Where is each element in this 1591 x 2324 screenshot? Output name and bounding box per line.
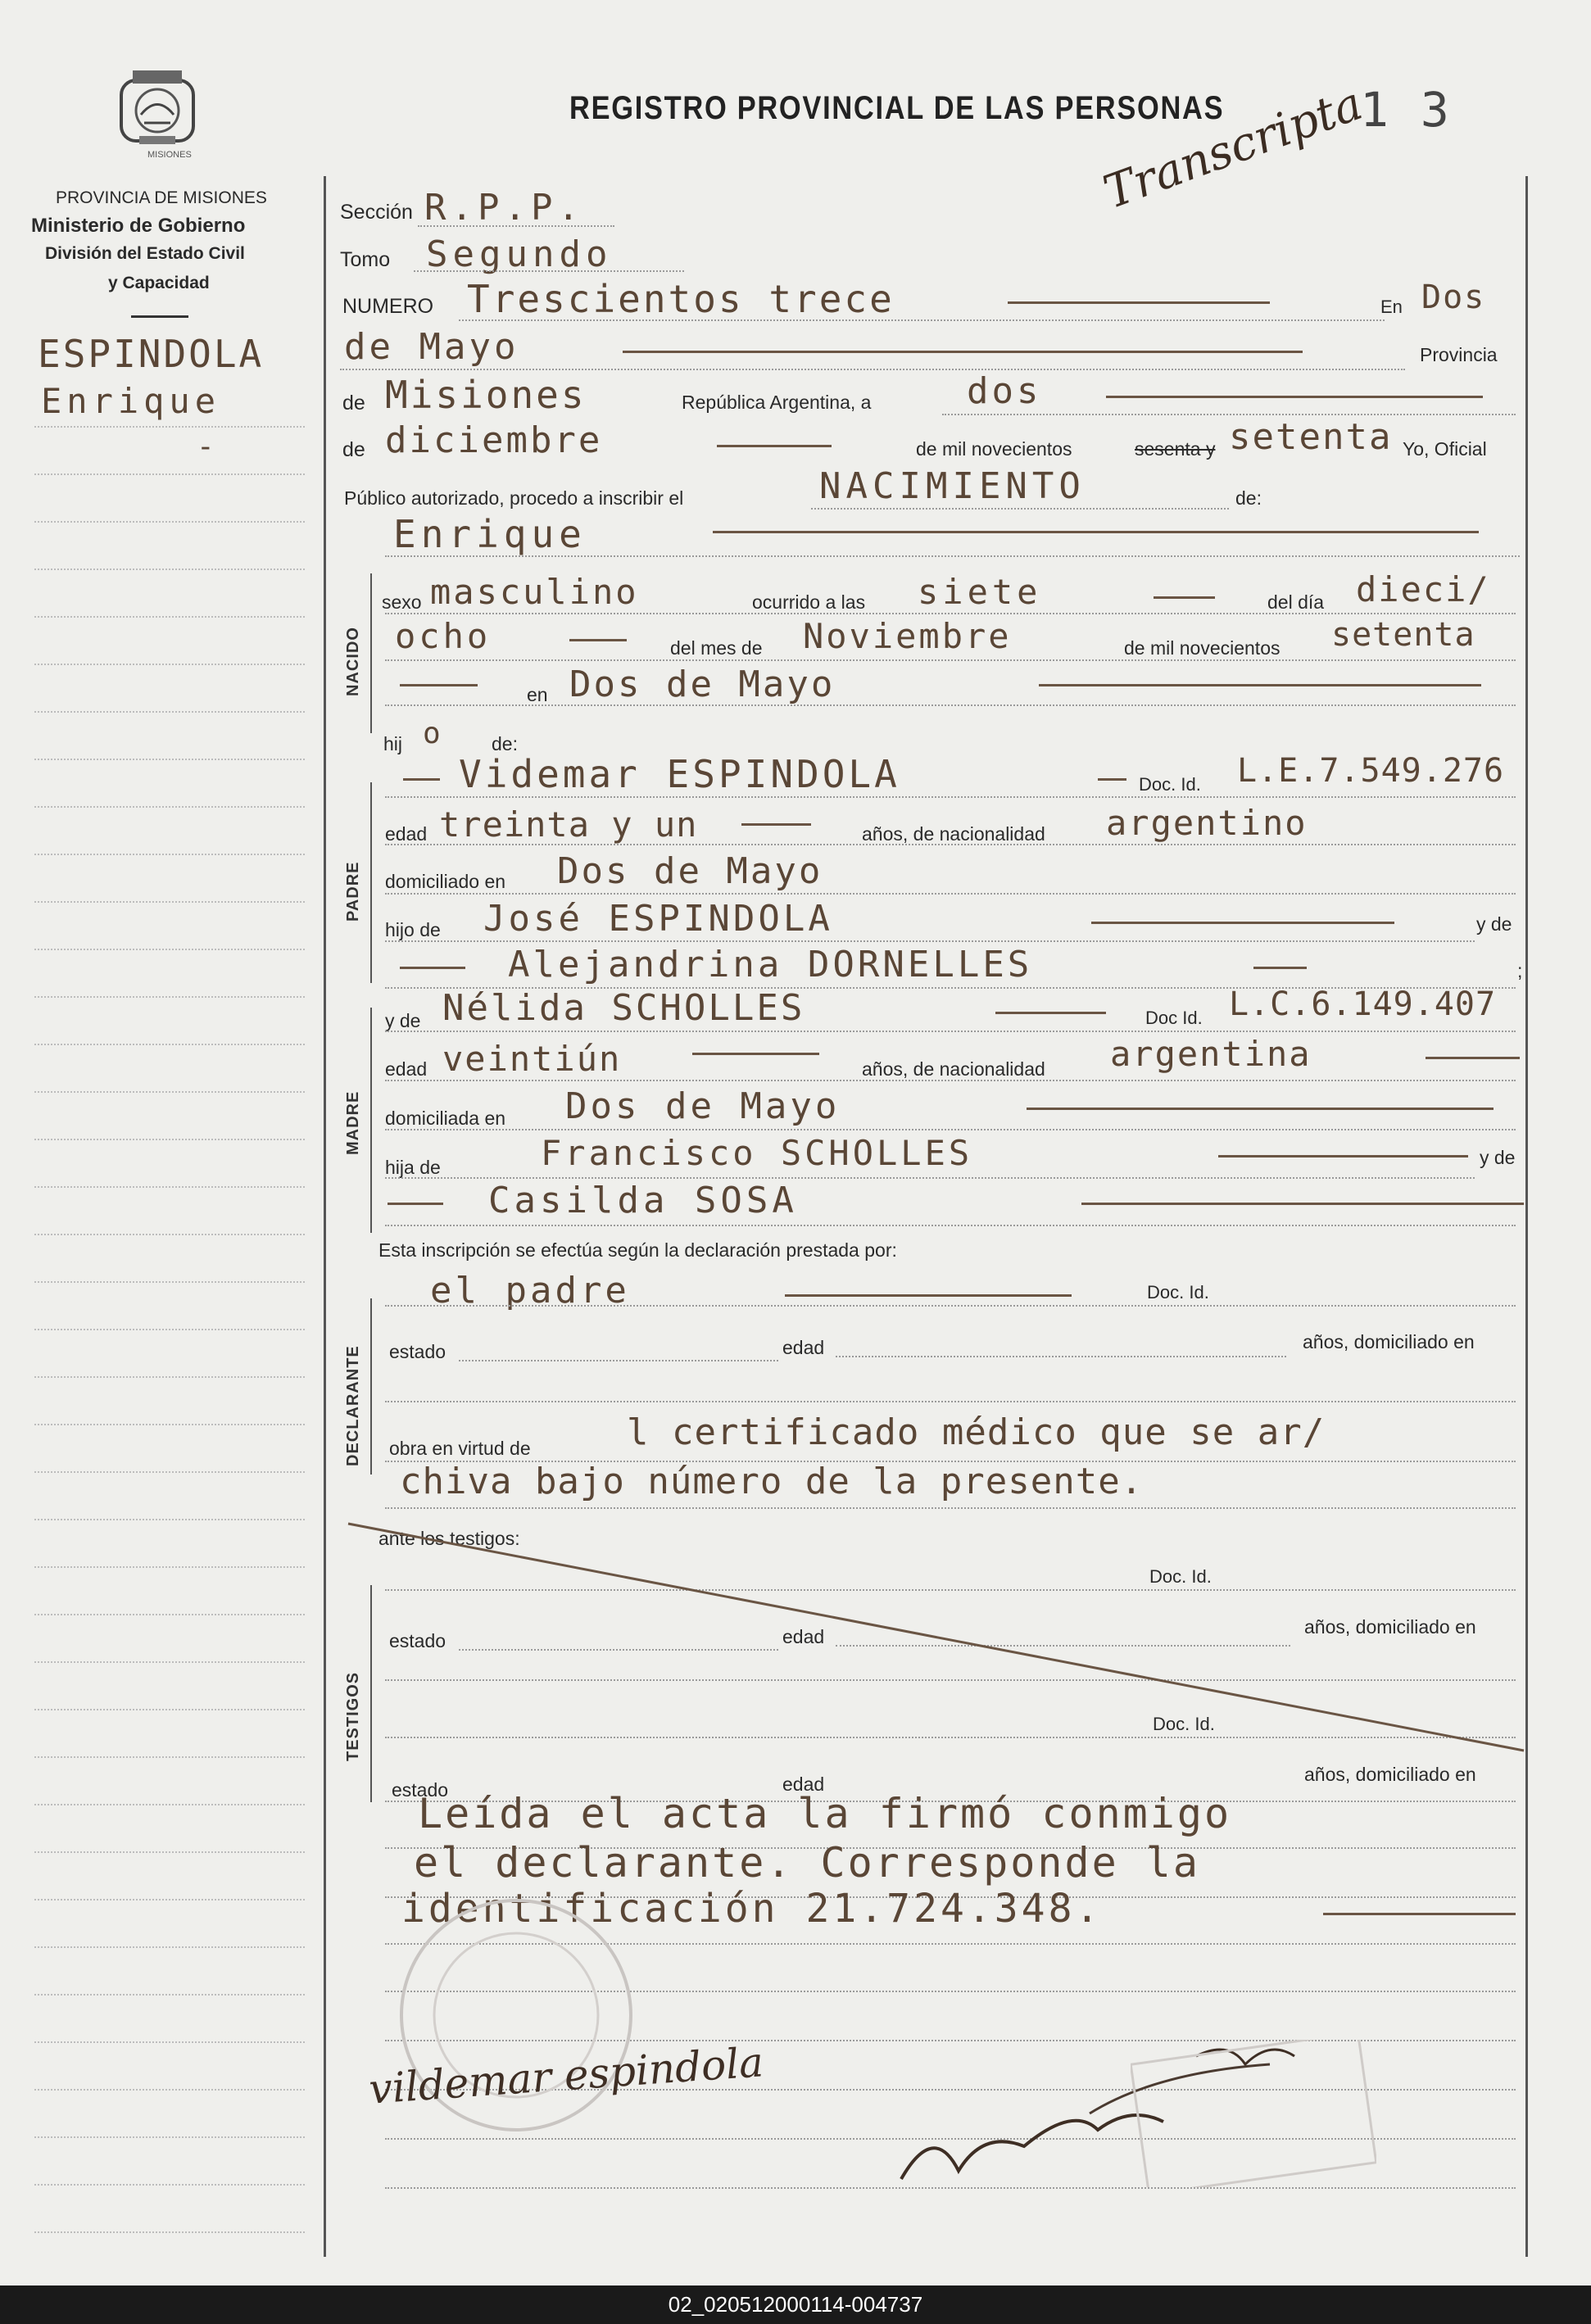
declarante-anos-label: años, domiciliado en — [1303, 1331, 1475, 1352]
margin-rule-line — [34, 1756, 305, 1758]
margin-rule-line — [34, 426, 305, 428]
declarante-value: el padre — [430, 1270, 630, 1311]
dia-nac-value-1: dieci/ — [1356, 569, 1490, 609]
del-mes-label: del mes de — [670, 637, 763, 659]
margin-rule-line — [34, 806, 305, 808]
division-label: División del Estado Civil — [45, 244, 245, 263]
margin-rule-line — [34, 1804, 305, 1805]
margin-rule-line — [34, 1091, 305, 1093]
nota-line-3: identificación 21.724.348. — [401, 1886, 1103, 1932]
padre-domicilio-value: Dos de Mayo — [557, 850, 823, 892]
padre-doc-value: L.E.7.549.276 — [1237, 752, 1505, 790]
declarante-edad-label: edad — [782, 1337, 825, 1358]
esta-inscripcion-label: Esta inscripción se efectúa según la declaración prestada por: — [378, 1239, 897, 1261]
hij-suffix-value: o — [423, 717, 446, 750]
padre-edad-label: edad — [385, 823, 428, 845]
madre-nac-label: años, de nacionalidad — [862, 1058, 1045, 1080]
del-dia-label: del día — [1267, 591, 1325, 613]
margin-rule-line — [34, 1566, 305, 1568]
margin-rule-line — [34, 1376, 305, 1378]
margin-rule-line — [34, 2231, 305, 2233]
margin-rule-line — [34, 1614, 305, 1615]
obra-value-1: l certificado médico que se ar/ — [627, 1411, 1326, 1453]
transcripta-annotation: Transcripta — [1096, 77, 1370, 220]
margin-rule-line — [34, 1899, 305, 1900]
provincia-label: Provincia — [1420, 344, 1498, 365]
dia-value: dos — [967, 370, 1042, 412]
hij-de-label: de: — [492, 733, 518, 754]
margin-rule-line — [34, 1851, 305, 1853]
anio-nac-value: setenta — [1331, 616, 1475, 654]
margin-surname: ESPINDOLA — [38, 332, 265, 376]
padre-hijo-de-label: hijo de — [385, 919, 441, 940]
margin-dash: - — [197, 430, 220, 464]
margin-rule-line — [34, 521, 305, 523]
mes-value: diciembre — [385, 419, 603, 461]
provincia-value: Misiones — [385, 373, 587, 417]
margin-rule-line — [34, 1709, 305, 1710]
padre-doc-label: Doc. Id. — [1139, 774, 1201, 795]
dia-nac-value-2: ocho — [395, 616, 492, 656]
signature-declarante: vildemar espindola — [367, 2038, 765, 2113]
madre-doc-label: Doc Id. — [1145, 1008, 1203, 1028]
ministry-label: Ministerio de Gobierno — [31, 215, 246, 237]
padre-edad-value: treinta y un — [439, 804, 698, 845]
en-value: Dos — [1421, 279, 1486, 316]
margin-rule-line — [34, 1424, 305, 1425]
margin-rule-line — [34, 616, 305, 618]
padre-nac-label: años, de nacionalidad — [862, 823, 1045, 845]
margin-rule-line — [34, 1946, 305, 1948]
nota-line-2: el declarante. Corresponde la — [414, 1839, 1200, 1887]
padre-domicilio-label: domiciliado en — [385, 871, 506, 892]
en-label: En — [1380, 297, 1403, 317]
division-label-2: y Capacidad — [108, 274, 210, 292]
madre-edad-label: edad — [385, 1058, 428, 1080]
lugar-nac-value: Dos de Mayo — [569, 664, 836, 705]
lugar-value: de Mayo — [344, 326, 519, 368]
margin-rule-line — [34, 854, 305, 855]
margin-rule-line — [34, 1471, 305, 1473]
mes-nac-value: Noviembre — [803, 616, 1012, 656]
hij-label: hij — [383, 733, 403, 754]
padre-section-label: PADRE — [344, 861, 362, 922]
folio-number: 1 3 — [1360, 82, 1451, 138]
margin-rule-line — [34, 711, 305, 713]
margin-rule-line — [34, 901, 305, 903]
margin-rule-line — [34, 1139, 305, 1140]
ocurrido-label: ocurrido a las — [752, 591, 866, 613]
margin-rule-line — [34, 1329, 305, 1330]
margin-rule-line — [34, 1994, 305, 1996]
numero-label: NUMERO — [342, 295, 434, 318]
nombre-value: Enrique — [393, 512, 587, 556]
madre-hija-de-label: hija de — [385, 1157, 441, 1178]
margin-rule-line — [34, 2041, 305, 2043]
testigos-label: ante los testigos: — [378, 1528, 520, 1549]
testigo2-estado-label: estado — [392, 1779, 449, 1801]
margin-rule-line — [34, 949, 305, 950]
de-mil-label: de mil novecientos — [916, 438, 1072, 460]
sesenta-struck: sesenta y — [1135, 438, 1216, 460]
declarante-section-label: DECLARANTE — [344, 1345, 362, 1466]
margin-rule-line — [34, 473, 305, 475]
margin-rule-line — [34, 569, 305, 570]
testigo2-anos-label: años, domiciliado en — [1304, 1764, 1476, 1785]
testigo1-edad-label: edad — [782, 1626, 825, 1647]
margin-rule-line — [34, 2089, 305, 2091]
madre-domicilio-value: Dos de Mayo — [565, 1085, 841, 1127]
madre-padre-value: Francisco SCHOLLES — [541, 1133, 973, 1173]
sexo-value: masculino — [430, 572, 639, 612]
madre-edad-value: veintiún — [442, 1039, 622, 1079]
margin-rule-line — [34, 1186, 305, 1188]
margin-given-name: Enrique — [41, 381, 221, 421]
margin-rule-line — [34, 1234, 305, 1235]
seccion-value: R.P.P. — [424, 187, 584, 229]
tipo-value: NACIMIENTO — [819, 465, 1086, 507]
margin-rule-line — [34, 996, 305, 998]
margin-rule-line — [34, 1519, 305, 1520]
madre-y-de-label-2: y de — [1480, 1147, 1516, 1168]
testigo2-edad-label: edad — [782, 1774, 825, 1795]
testigo1-doc-label: Doc. Id. — [1149, 1566, 1212, 1587]
cancel-diagonal-line — [344, 1520, 1532, 1757]
obra-value-2: chiva bajo número de la presente. — [400, 1461, 1144, 1502]
tomo-value: Segundo — [426, 233, 613, 275]
padre-nac-value: argentino — [1106, 803, 1308, 843]
declarante-doc-label: Doc. Id. — [1147, 1282, 1209, 1302]
padre-madre-value: Alejandrina DORNELLES — [508, 944, 1033, 985]
en-lower-label: en — [527, 684, 548, 705]
madre-nombre-value: Nélida SCHOLLES — [442, 987, 805, 1029]
padre-padre-value: José ESPINDOLA — [483, 898, 833, 940]
padre-semicolon: ; — [1517, 960, 1523, 981]
nota-line-1: Leída el acta la firmó conmigo — [418, 1790, 1232, 1837]
madre-nac-value: argentina — [1110, 1034, 1312, 1074]
testigo2-doc-label: Doc. Id. — [1153, 1714, 1215, 1734]
madre-section-label: MADRE — [344, 1090, 362, 1155]
madre-madre-value: Casilda SOSA — [488, 1180, 798, 1221]
image-id-footer: 02_020512000114-004737 — [0, 2285, 1591, 2324]
republica-label: República Argentina, a — [682, 392, 872, 413]
numero-value: Trescientos trece — [467, 277, 895, 321]
rectangular-stamp-faint — [1131, 2040, 1376, 2187]
padre-y-de-label: y de — [1476, 913, 1512, 935]
madre-doc-value: L.C.6.149.407 — [1229, 985, 1497, 1023]
de-colon-label: de: — [1235, 487, 1262, 509]
yo-oficial-label: Yo, Oficial — [1403, 438, 1487, 460]
obra-label: obra en virtud de — [389, 1438, 531, 1459]
declarante-estado-label: estado — [389, 1341, 446, 1362]
anio-value: setenta — [1229, 416, 1393, 458]
de-mil-nov-label: de mil novecientos — [1124, 637, 1281, 659]
coat-of-arms-seal — [116, 66, 198, 147]
de-label: de — [342, 392, 365, 415]
margin-rule-line — [34, 2184, 305, 2186]
publico-label: Público autorizado, procedo a inscribir el — [344, 487, 684, 509]
margin-rule-line — [34, 2136, 305, 2138]
testigo1-estado-label: estado — [389, 1630, 446, 1651]
tomo-label: Tomo — [340, 248, 391, 271]
seccion-label: Sección — [340, 201, 413, 224]
margin-rule-line — [34, 1044, 305, 1045]
sexo-label: sexo — [382, 591, 422, 613]
page-title: REGISTRO PROVINCIAL DE LAS PERSONAS — [569, 90, 1225, 126]
madre-y-de-label: y de — [385, 1010, 421, 1031]
nacido-section-label: NACIDO — [344, 627, 362, 696]
margin-rule-line — [34, 664, 305, 665]
province-label: PROVINCIA DE MISIONES — [56, 188, 267, 207]
padre-nombre-value: Videmar ESPINDOLA — [459, 752, 900, 796]
margin-rule-line — [34, 759, 305, 760]
hora-value: siete — [918, 572, 1042, 612]
seal-caption: MISIONES — [147, 150, 192, 160]
testigos-section-label: TESTIGOS — [344, 1671, 362, 1761]
margin-rule-line — [34, 1281, 305, 1283]
de-label-2: de — [342, 438, 365, 461]
testigo1-anos-label: años, domiciliado en — [1304, 1616, 1476, 1638]
madre-domicilio-label: domiciliada en — [385, 1108, 506, 1129]
margin-rule-line — [34, 1661, 305, 1663]
